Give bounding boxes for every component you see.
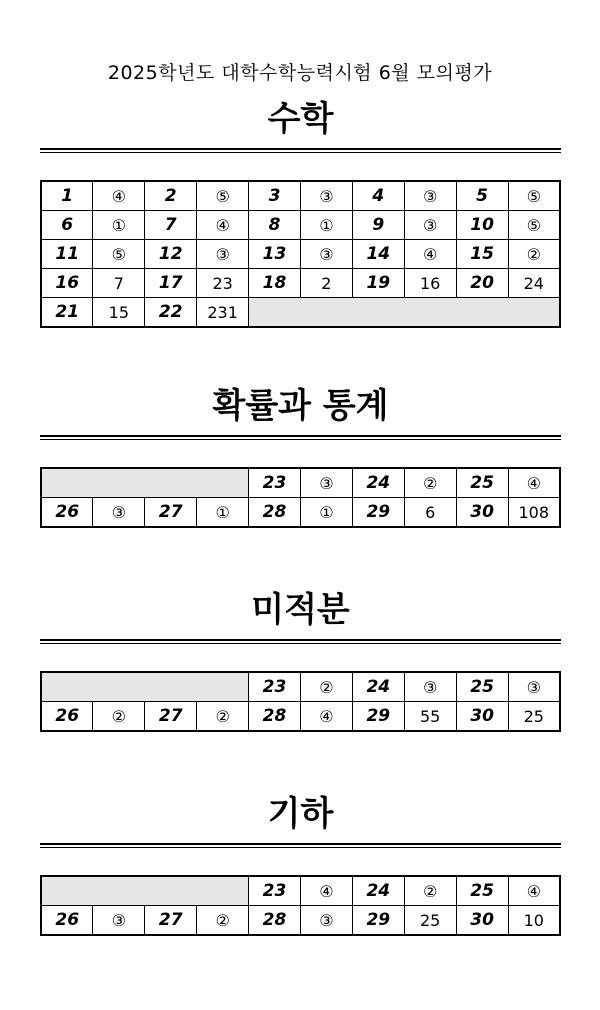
answer-cell: 7 [93,269,145,298]
answer-cell: ② [300,672,352,702]
question-number: 29 [352,498,404,528]
answer-cell: 231 [197,298,249,328]
answer-cell: ③ [508,672,560,702]
question-number: 8 [249,211,301,240]
question-number: 25 [456,468,508,498]
answer-cell: ④ [508,876,560,906]
section-probability [40,381,561,528]
question-number: 10 [456,211,508,240]
table-row [41,181,560,211]
blank-cell [41,672,249,702]
answer-cell: ⑤ [508,181,560,211]
section-title: 수학 [267,99,334,139]
question-number: 4 [352,181,404,211]
answer-cell: 2 [300,269,352,298]
answer-cell: ④ [404,240,456,269]
table-row [41,211,560,240]
question-number: 23 [249,876,301,906]
question-number: 27 [145,498,197,528]
table-row [41,468,560,498]
answer-cell: ⑤ [508,211,560,240]
answer-cell: ② [197,906,249,936]
question-number: 29 [352,702,404,732]
question-number: 20 [456,269,508,298]
question-number: 28 [249,906,301,936]
question-number: 21 [41,298,93,328]
question-number: 24 [352,468,404,498]
table-row [41,269,560,298]
question-number: 28 [249,702,301,732]
question-number: 25 [456,672,508,702]
question-number: 26 [41,906,93,936]
answer-cell: ③ [300,181,352,211]
question-number: 18 [249,269,301,298]
table-row [41,298,560,328]
answer-cell: ③ [197,240,249,269]
answer-cell: 10 [508,906,560,936]
answer-cell: 16 [404,269,456,298]
answer-cell: ③ [300,468,352,498]
question-number: 15 [456,240,508,269]
answer-cell: ① [300,211,352,240]
question-number: 30 [456,498,508,528]
answer-cell: ④ [300,702,352,732]
question-number: 17 [145,269,197,298]
answer-cell: ⑤ [197,181,249,211]
title-rule [40,639,561,644]
question-number: 27 [145,906,197,936]
answer-cell: 108 [508,498,560,528]
question-number: 16 [41,269,93,298]
question-number: 27 [145,702,197,732]
answer-cell: 25 [404,906,456,936]
question-number: 22 [145,298,197,328]
section-title: 확률과 통계 [212,386,389,426]
blank-cell [41,876,249,906]
question-number: 9 [352,211,404,240]
table-row [41,702,560,732]
answer-cell: ① [197,498,249,528]
answer-table-probability [40,467,561,528]
question-number: 12 [145,240,197,269]
question-number: 29 [352,906,404,936]
answer-cell: 6 [404,498,456,528]
answer-cell: 15 [93,298,145,328]
answer-cell: ③ [404,181,456,211]
blank-cell [41,468,249,498]
question-number: 26 [41,498,93,528]
question-number: 13 [249,240,301,269]
question-number: 7 [145,211,197,240]
question-number: 6 [41,211,93,240]
answer-cell: ③ [93,498,145,528]
question-number: 24 [352,672,404,702]
answer-table-calculus [40,671,561,732]
answer-table-common [40,180,561,328]
section-title: 기하 [267,794,334,834]
title-rule [40,435,561,440]
question-number: 26 [41,702,93,732]
section-title: 미적분 [251,590,350,630]
answer-cell: ① [93,211,145,240]
answer-cell: ② [404,876,456,906]
answer-cell: 55 [404,702,456,732]
question-number: 25 [456,876,508,906]
answer-cell: ④ [300,876,352,906]
answer-cell: ④ [508,468,560,498]
question-number: 30 [456,702,508,732]
question-number: 19 [352,269,404,298]
answer-cell: 25 [508,702,560,732]
question-number: 5 [456,181,508,211]
answer-cell: ④ [93,181,145,211]
answer-cell: ② [508,240,560,269]
answer-cell: ③ [404,672,456,702]
table-row [41,240,560,269]
answer-cell: 23 [197,269,249,298]
table-row [41,876,560,906]
title-rule [40,148,561,153]
answer-cell: ③ [300,906,352,936]
question-number: 24 [352,876,404,906]
answer-cell: ② [404,468,456,498]
blank-cell [249,298,560,328]
section-geometry [40,789,561,936]
answer-table-geometry [40,875,561,936]
answer-cell: 24 [508,269,560,298]
answer-cell: ② [93,702,145,732]
question-number: 14 [352,240,404,269]
answer-cell: ② [197,702,249,732]
title-rule [40,843,561,848]
answer-cell: ④ [197,211,249,240]
table-row [41,906,560,936]
answer-cell: ③ [93,906,145,936]
question-number: 2 [145,181,197,211]
answer-cell: ③ [300,240,352,269]
question-number: 23 [249,672,301,702]
section-calculus [40,585,561,732]
question-number: 1 [41,181,93,211]
section-common [40,94,561,328]
question-number: 11 [41,240,93,269]
table-row [41,498,560,528]
question-number: 3 [249,181,301,211]
question-number: 23 [249,468,301,498]
question-number: 28 [249,498,301,528]
question-number: 30 [456,906,508,936]
table-row [41,672,560,702]
answer-cell: ⑤ [93,240,145,269]
answer-cell: ① [300,498,352,528]
answer-cell: ③ [404,211,456,240]
page-title: 2025학년도 대학수학능력시험 6월 모의평가 [107,62,493,84]
